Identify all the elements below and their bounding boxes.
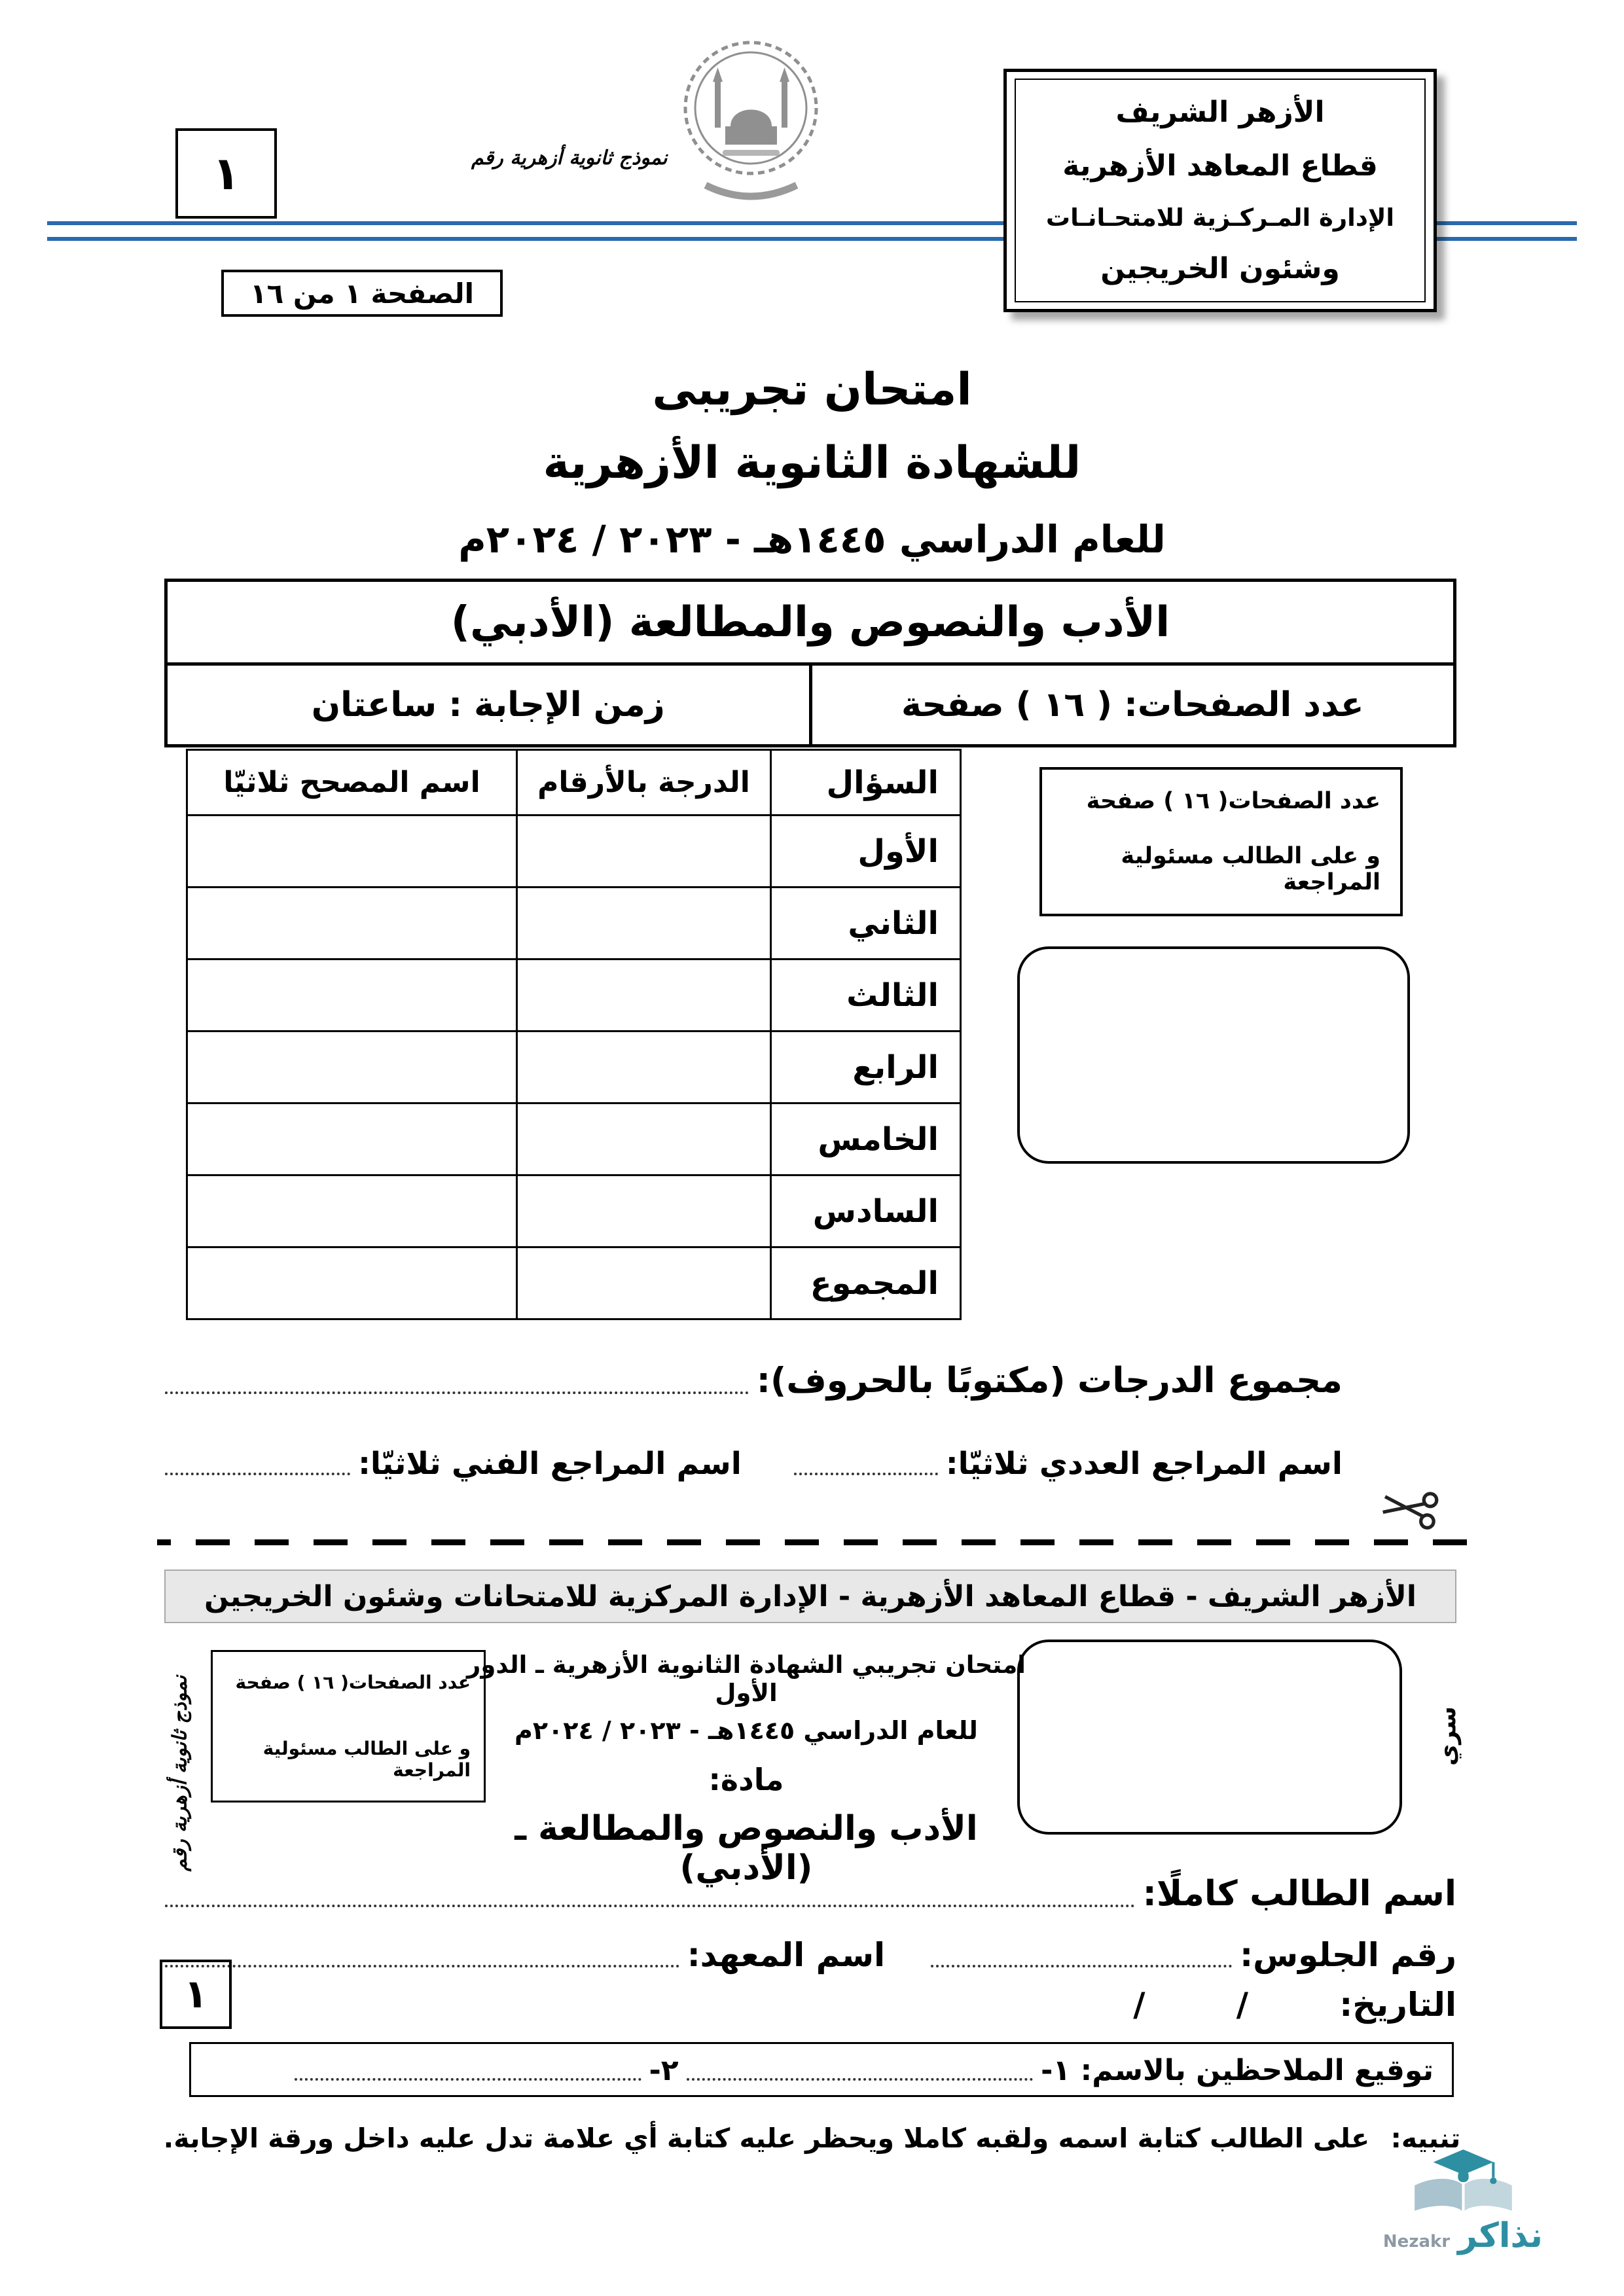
grade-cell (517, 960, 771, 1031)
nezakr-book-cap-icon (1406, 2145, 1521, 2219)
org-header-box (1003, 69, 1437, 312)
student-name-blank (165, 1905, 1135, 1907)
table-row (187, 1031, 961, 1103)
pages-notice-box (1039, 767, 1403, 916)
technical-reviewer-label: اسم المراجع الفني ثلاثيّا: (358, 1446, 742, 1482)
barcode-area (1017, 946, 1410, 1164)
scissors-icon (1377, 1480, 1441, 1535)
certificate-title: للشهادة الثانوية الأزهرية (543, 437, 1081, 489)
answer-duration: زمن الإجابة : ساعتان (311, 685, 665, 725)
brand-text (1383, 2216, 1543, 2255)
student-name-row (157, 1865, 1456, 1914)
grand-total-blank (165, 1391, 749, 1394)
grade-cell (517, 1031, 771, 1103)
stub-exam-info (458, 1651, 1034, 1888)
warning-label: تنبيه: (1390, 2123, 1461, 2154)
seat-number-label: رقم الجلوس: (1240, 1936, 1456, 1974)
student-name-label: اسم الطالب كاملًا: (1142, 1874, 1456, 1914)
exam-title: امتحان تجريبى (652, 364, 972, 416)
grader-cell (187, 1175, 517, 1247)
subject-meta-row (168, 666, 1453, 744)
observer2-blank (295, 2078, 641, 2081)
warning-text: على الطالب كتابة اسمه ولقبه كاملا ويحظر عليه كتابة أي علامة تدل عليه داخل ورقة الإجابة. (163, 2123, 1370, 2154)
pages-count: عدد الصفحات: ( ١٦ ) صفحة (809, 666, 1454, 744)
col-grade-numbers: الدرجة بالأرقام (517, 750, 771, 816)
row-label-q6: السادس (771, 1175, 961, 1247)
subject-name: الأدب والنصوص والمطالعة (الأدبي) (168, 582, 1453, 666)
table-row (187, 960, 961, 1031)
grade-cell (517, 888, 771, 960)
page-indicator-box (221, 270, 503, 317)
row-label-q4: الرابع (771, 1031, 961, 1103)
grader-cell (187, 1247, 517, 1319)
technical-reviewer-blank (165, 1473, 350, 1475)
col-grader-name: اسم المصحح ثلاثيّا (187, 750, 517, 816)
secret-label: سري (1434, 1706, 1462, 1766)
grand-total-row (157, 1350, 1343, 1401)
grade-cell (517, 1175, 771, 1247)
stub-pages-notice-line1: عدد الصفحات( ١٦ ) صفحة (235, 1672, 471, 1693)
pages-notice-line2: و على الطالب مسئولية المراجعة (1121, 843, 1380, 895)
institute-name-label: اسم المعهد: (687, 1936, 886, 1974)
date-label: التاريخ: / / (1133, 1986, 1456, 2024)
observers-signature-box (189, 2042, 1454, 2097)
reviewers-row (157, 1435, 1343, 1482)
row-label-q5: الخامس (771, 1103, 961, 1175)
stamp-area (1017, 1640, 1402, 1835)
subject-box (164, 579, 1456, 747)
row-label-q2: الثاني (771, 888, 961, 960)
stub-form-number-box (160, 1960, 232, 2029)
brand-name-latin: Nezakr (1382, 2232, 1451, 2251)
stub-pages-notice-box (211, 1650, 486, 1803)
grade-cell (517, 1247, 771, 1319)
grade-cell (517, 816, 771, 888)
form-number: ١ (212, 147, 240, 200)
org-line-1: الأزهر الشريف (1115, 95, 1325, 129)
form-number-label: نموذج ثانوية أزهرية رقم (471, 147, 668, 170)
grading-table (186, 749, 962, 1320)
stub-academic-year: للعام الدراسي ١٤٤٥هـ - ٢٠٢٣ / ٢٠٢٤م (514, 1716, 978, 1745)
org-header-inner (1015, 79, 1426, 302)
org-line-2: قطاع المعاهد الأزهرية (1062, 149, 1378, 183)
row-label-q3: الثالث (771, 960, 961, 1031)
table-row (187, 816, 961, 888)
table-row (187, 1175, 961, 1247)
nezakr-logo (1362, 2145, 1564, 2255)
row-label-q1: الأول (771, 816, 961, 888)
form-number-box (175, 128, 277, 219)
observers-label: توقيع الملاحظين بالاسم: ١- (1041, 2054, 1434, 2087)
stub-subject-label: مادة: (708, 1762, 784, 1797)
grader-cell (187, 960, 517, 1031)
academic-year-title: للعام الدراسي ١٤٤٥هـ - ٢٠٢٣ / ٢٠٢٤م (458, 517, 1166, 562)
pages-notice-line1: عدد الصفحات( ١٦ ) صفحة (1086, 788, 1380, 814)
col-question: السؤال (771, 750, 961, 816)
observer1-blank (687, 2078, 1034, 2081)
page-indicator-text: الصفحة ١ من ١٦ (249, 277, 475, 310)
grading-table-header-row (187, 750, 961, 816)
row-label-total: المجموع (771, 1247, 961, 1319)
stub-pages-notice-line2: و على الطالب مسئولية المراجعة (262, 1738, 471, 1781)
numeric-reviewer-label: اسم المراجع العددي ثلاثيّا: (945, 1446, 1343, 1482)
cut-line (157, 1539, 1467, 1545)
table-row (187, 1247, 961, 1319)
org-line-3: الإدارة المـركـزية للامتحـانـات (1045, 203, 1395, 232)
seat-row (157, 1928, 1456, 1974)
grade-cell (517, 1103, 771, 1175)
table-row (187, 1103, 961, 1175)
stub-header-text: الأزهر الشريف - قطاع المعاهد الأزهرية - الإدارة المركزية للامتحانات وشئون الخريجين (204, 1579, 1416, 1613)
stub-subject-name: الأدب والنصوص والمطالعة ـ (الأدبي) (514, 1809, 978, 1888)
grader-cell (187, 1031, 517, 1103)
grader-cell (187, 816, 517, 888)
table-row (187, 888, 961, 960)
institute-name-blank (165, 1965, 679, 1967)
seat-number-blank (931, 1965, 1232, 1967)
stub-form-number-label: نموذج ثانوية أزهرية رقم (168, 1675, 192, 1872)
stub-exam-title: امتحان تجريبي الشهادة الثانوية الأزهرية ـ الدور الأول (467, 1651, 1026, 1707)
numeric-reviewer-blank (794, 1473, 938, 1475)
grand-total-label: مجموع الدرجات (مكتوبًا بالحروف): (756, 1361, 1343, 1401)
stub-form-number: ١ (183, 1971, 208, 2017)
org-line-4: وشئون الخريجين (1100, 252, 1340, 286)
grader-cell (187, 888, 517, 960)
brand-name-arabic: نذاكر (1458, 2216, 1543, 2255)
alazhar-emblem-icon (681, 34, 821, 219)
observer2-label: ٢- (649, 2054, 679, 2087)
stub-header-bar (164, 1570, 1456, 1623)
grader-cell (187, 1103, 517, 1175)
